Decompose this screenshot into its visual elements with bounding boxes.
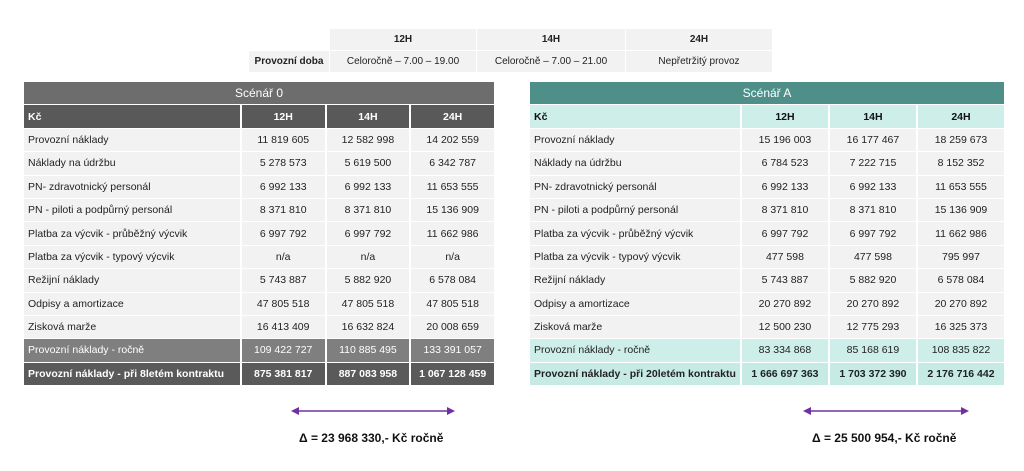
table-cell-value: 15 196 003 xyxy=(742,129,830,152)
total-value: 1 666 697 363 xyxy=(742,363,830,386)
table-row xyxy=(530,199,1004,222)
table-cell-value: 477 598 xyxy=(742,246,830,269)
table-row-label: Zisková marže xyxy=(530,316,742,339)
table-row xyxy=(530,293,1004,316)
table-cell-value: 11 653 555 xyxy=(918,176,1004,199)
table-row xyxy=(530,152,1004,175)
total-value: 108 835 822 xyxy=(918,339,1004,362)
table-cell-value: 6 992 133 xyxy=(830,176,918,199)
operating-hours-table xyxy=(248,28,773,73)
table-row xyxy=(24,199,494,222)
total-value: 85 168 619 xyxy=(830,339,918,362)
total-value: 109 422 727 xyxy=(242,339,327,362)
table-cell-value: 16 177 467 xyxy=(830,129,918,152)
total-value: 1 703 372 390 xyxy=(830,363,918,386)
table-cell-value: 20 008 659 xyxy=(411,316,494,339)
table-row xyxy=(24,246,494,269)
scenario-a-header-row xyxy=(530,105,1004,128)
table-cell-value: 5 743 887 xyxy=(242,269,327,292)
table-cell-value: 20 270 892 xyxy=(918,293,1004,316)
total-value: 887 083 958 xyxy=(327,363,412,386)
scenario-0-column-header: 12H xyxy=(242,105,327,128)
table-cell-value: 14 202 559 xyxy=(411,129,494,152)
table-row xyxy=(24,293,494,316)
table-cell-value: 5 882 920 xyxy=(327,269,412,292)
table-cell-value: 5 278 573 xyxy=(242,152,327,175)
total-value: 83 334 868 xyxy=(742,339,830,362)
table-cell-value: 6 997 792 xyxy=(830,222,918,245)
operating-value-row xyxy=(249,51,772,72)
scenario-a-total-contract-row xyxy=(530,363,1004,386)
table-cell-value: 6 342 787 xyxy=(411,152,494,175)
table-row xyxy=(24,176,494,199)
operating-value-14h: Celoročně – 7.00 – 21.00 xyxy=(477,51,625,72)
table-row xyxy=(24,316,494,339)
table-cell-value: 6 578 084 xyxy=(918,269,1004,292)
table-row-label: Režijní náklady xyxy=(530,269,742,292)
table-cell-value: 6 997 792 xyxy=(742,222,830,245)
table-row xyxy=(530,316,1004,339)
table-row xyxy=(530,269,1004,292)
total-value: 875 381 817 xyxy=(242,363,327,386)
table-row-label: Platba za výcvik - průběžný výcvik xyxy=(530,222,742,245)
table-cell-value: 6 992 133 xyxy=(742,176,830,199)
operating-label: Provozní doba xyxy=(249,51,329,72)
scenario-0-table xyxy=(24,82,494,386)
operating-header-row xyxy=(249,29,772,50)
table-row-label: Náklady na údržbu xyxy=(530,152,742,175)
total-label: Provozní náklady - při 20letém kontraktu xyxy=(530,363,742,386)
operating-header-14h: 14H xyxy=(477,29,625,50)
table-cell-value: 8 371 810 xyxy=(242,199,327,222)
scenario-a-title-row xyxy=(530,82,1004,105)
operating-value-12h: Celoročně – 7.00 – 19.00 xyxy=(330,51,476,72)
table-cell-value: 15 136 909 xyxy=(411,199,494,222)
table-row-label: Odpisy a amortizace xyxy=(24,293,242,316)
table-cell-value: 6 992 133 xyxy=(242,176,327,199)
table-row xyxy=(530,129,1004,152)
table-row xyxy=(24,269,494,292)
table-row xyxy=(530,176,1004,199)
table-cell-value: 8 152 352 xyxy=(918,152,1004,175)
total-value: 2 176 716 442 xyxy=(918,363,1004,386)
table-row xyxy=(24,222,494,245)
operating-header-24h: 24H xyxy=(626,29,772,50)
scenario-a-delta: Δ = 25 500 954,- Kč ročně xyxy=(812,431,957,445)
scenario-0-column-header: 14H xyxy=(327,105,412,128)
scenario-a-column-header: Kč xyxy=(530,105,742,128)
table-row-label: PN- zdravotnický personál xyxy=(530,176,742,199)
total-label: Provozní náklady - ročně xyxy=(24,339,242,362)
table-cell-value: 6 997 792 xyxy=(327,222,412,245)
table-cell-value: 15 136 909 xyxy=(918,199,1004,222)
total-label: Provozní náklady - při 8letém kontraktu xyxy=(24,363,242,386)
table-row-label: Provozní náklady xyxy=(24,129,242,152)
total-label: Provozní náklady - ročně xyxy=(530,339,742,362)
table-cell-value: 8 371 810 xyxy=(327,199,412,222)
scenario-a-total-year-row xyxy=(530,339,1004,362)
scenario-0-column-header: Kč xyxy=(24,105,242,128)
table-cell-value: n/a xyxy=(411,246,494,269)
table-cell-value: 12 582 998 xyxy=(327,129,412,152)
table-cell-value: 47 805 518 xyxy=(327,293,412,316)
scenario-a-double-arrow-icon xyxy=(803,404,969,418)
total-value: 1 067 128 459 xyxy=(411,363,494,386)
scenario-0-column-header: 24H xyxy=(411,105,494,128)
table-row-label: Provozní náklady xyxy=(530,129,742,152)
table-cell-value: 8 371 810 xyxy=(742,199,830,222)
table-row xyxy=(530,222,1004,245)
table-cell-value: 5 743 887 xyxy=(742,269,830,292)
table-cell-value: 6 997 792 xyxy=(242,222,327,245)
scenario-0-title: Scénář 0 xyxy=(24,82,494,105)
table-cell-value: 47 805 518 xyxy=(242,293,327,316)
table-cell-value: 795 997 xyxy=(918,246,1004,269)
scenario-0-total-contract-row xyxy=(24,363,494,386)
table-cell-value: 20 270 892 xyxy=(742,293,830,316)
total-value: 133 391 057 xyxy=(411,339,494,362)
table-cell-value: 18 259 673 xyxy=(918,129,1004,152)
total-value: 110 885 495 xyxy=(327,339,412,362)
table-row-label: PN - piloti a podpůrný personál xyxy=(530,199,742,222)
table-cell-value: 477 598 xyxy=(830,246,918,269)
table-row-label: Platba za výcvik - typový výcvik xyxy=(24,246,242,269)
table-cell-value: 6 784 523 xyxy=(742,152,830,175)
table-cell-value: 16 325 373 xyxy=(918,316,1004,339)
scenario-a-column-header: 12H xyxy=(742,105,830,128)
table-cell-value: 20 270 892 xyxy=(830,293,918,316)
operating-header-12h: 12H xyxy=(330,29,476,50)
table-row-label: Platba za výcvik - typový výcvik xyxy=(530,246,742,269)
scenario-0-double-arrow-icon xyxy=(291,404,455,418)
table-row-label: PN- zdravotnický personál xyxy=(24,176,242,199)
table-row-label: Odpisy a amortizace xyxy=(530,293,742,316)
table-row xyxy=(530,246,1004,269)
table-row-label: Platba za výcvik - průběžný výcvik xyxy=(24,222,242,245)
scenario-a-table xyxy=(530,82,1004,386)
table-cell-value: 11 819 605 xyxy=(242,129,327,152)
table-cell-value: 16 632 824 xyxy=(327,316,412,339)
scenario-a-column-header: 14H xyxy=(830,105,918,128)
table-cell-value: 6 578 084 xyxy=(411,269,494,292)
operating-value-24h: Nepřetržitý provoz xyxy=(626,51,772,72)
table-cell-value: 7 222 715 xyxy=(830,152,918,175)
table-row-label: Režijní náklady xyxy=(24,269,242,292)
scenario-0-total-year-row xyxy=(24,339,494,362)
scenario-0-title-row xyxy=(24,82,494,105)
table-cell-value: 12 775 293 xyxy=(830,316,918,339)
table-cell-value: 11 653 555 xyxy=(411,176,494,199)
table-row-label: Náklady na údržbu xyxy=(24,152,242,175)
table-cell-value: 47 805 518 xyxy=(411,293,494,316)
scenario-a-column-header: 24H xyxy=(918,105,1004,128)
table-cell-value: n/a xyxy=(242,246,327,269)
table-cell-value: 6 992 133 xyxy=(327,176,412,199)
table-cell-value: 5 619 500 xyxy=(327,152,412,175)
table-cell-value: n/a xyxy=(327,246,412,269)
table-row xyxy=(24,129,494,152)
table-cell-value: 5 882 920 xyxy=(830,269,918,292)
table-row-label: Zisková marže xyxy=(24,316,242,339)
table-cell-value: 11 662 986 xyxy=(411,222,494,245)
scenario-0-delta: Δ = 23 968 330,- Kč ročně xyxy=(299,431,444,445)
table-cell-value: 12 500 230 xyxy=(742,316,830,339)
scenario-a-title: Scénář A xyxy=(530,82,1004,105)
table-cell-value: 8 371 810 xyxy=(830,199,918,222)
table-row xyxy=(24,152,494,175)
table-cell-value: 11 662 986 xyxy=(918,222,1004,245)
table-cell-value: 16 413 409 xyxy=(242,316,327,339)
operating-corner xyxy=(249,29,329,50)
table-row-label: PN - piloti a podpůrný personál xyxy=(24,199,242,222)
scenario-0-header-row xyxy=(24,105,494,128)
